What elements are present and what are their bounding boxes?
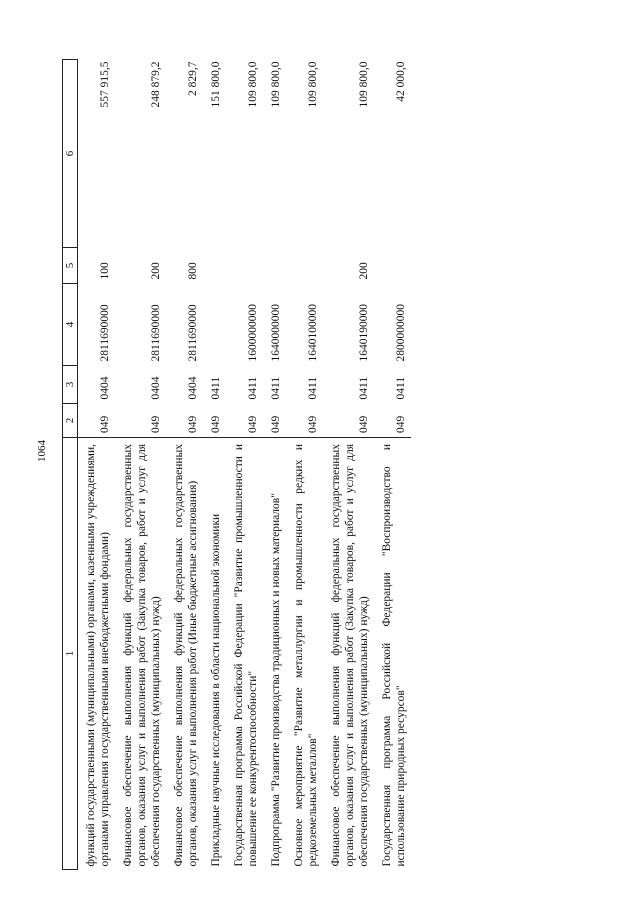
table-row [286,60,323,870]
table-row [203,60,226,870]
row-gr: 049 [270,415,282,433]
row-csr: 1640100000 [307,304,319,362]
row-vr [374,248,411,284]
row-gr: 049 [395,415,407,433]
row-csr: 1640190000 [358,304,370,362]
row-sum: 42 000,0 [395,61,407,102]
row-name: Прикладные научные исследования в области национальной экономики [203,438,226,870]
row-csr [203,284,226,366]
row-name: функций государственными (муниципальными) органами, казенными учреждениями, органами управления государственными внебюджетными фондами) [78,438,116,870]
table-row [115,60,166,870]
row-csr: 2811690000 [187,304,199,362]
row-name: Государственная программа Российской Федерации "Развитие промышленности и повышение ее конкурентоспособности" [226,438,263,870]
row-rz: 0411 [395,376,407,400]
row-vr [203,248,226,284]
row-name: Финансовое обеспечение выполнения функций федеральных государственных органов, оказания услуг и выполнения работ (Иные бюджетные ассигнования) [166,438,203,870]
row-name: Подпрограмма "Развитие производства традиционных и новых материалов" [263,438,286,870]
row-sum: 109 800,0 [270,61,282,108]
row-rz: 0404 [99,376,111,400]
rotated-table-page [62,60,602,870]
column-header: 1 [63,438,78,870]
row-name: Основное мероприятие "Развитие металлургии и промышленности редких и редкоземельных металлов" [286,438,323,870]
row-sum: 151 800,0 [210,61,222,108]
row-vr: 200 [358,262,370,280]
row-gr: 049 [210,415,222,433]
row-name: Государственная программа Российской Федерации "Воспроизводство и использование природных ресурсов" [374,438,411,870]
row-sum: 2 829,7 [187,61,199,96]
row-gr: 049 [307,415,319,433]
row-rz: 0411 [210,376,222,400]
table-row [374,60,411,870]
row-sum: 557 915,5 [99,61,111,108]
table-row [78,60,116,870]
row-csr: 1600000000 [247,304,259,362]
row-rz: 0404 [187,376,199,400]
row-name: Финансовое обеспечение выполнения функций федеральных государственных органов, оказания услуг и выполнения работ (Закупка товаров, работ и услуг для обеспечения государственных (муниципальных) нужд) [323,438,374,870]
table-row [323,60,374,870]
row-vr: 800 [187,262,199,280]
column-header: 3 [63,366,78,404]
row-vr: 100 [99,262,111,280]
row-gr: 049 [358,415,370,433]
row-vr [226,248,263,284]
page-number: 1064 [36,440,48,462]
column-header: 6 [63,60,78,248]
row-name: Финансовое обеспечение выполнения функций федеральных государственных органов, оказания услуг и выполнения работ (Закупка товаров, работ и услуг для обеспечения государственных (муниципальных) нужд) [115,438,166,870]
row-gr: 049 [187,415,199,433]
row-rz: 0411 [358,376,370,400]
row-rz: 0404 [150,376,162,400]
row-csr: 2811690000 [99,304,111,362]
row-vr: 200 [150,262,162,280]
row-sum: 109 800,0 [358,61,370,108]
row-csr: 2811690000 [150,304,162,362]
column-header: 4 [63,284,78,366]
row-rz: 0411 [307,376,319,400]
row-vr [286,248,323,284]
row-gr: 049 [99,415,111,433]
table-row [166,60,203,870]
row-sum: 248 879,2 [150,61,162,108]
row-gr: 049 [247,415,259,433]
table-row [263,60,286,870]
table-row [226,60,263,870]
row-rz: 0411 [270,376,282,400]
budget-table [62,59,411,870]
column-header: 2 [63,404,78,438]
row-gr: 049 [150,415,162,433]
row-sum: 109 800,0 [247,61,259,108]
row-csr: 1640000000 [270,304,282,362]
column-header-row [63,60,78,870]
row-csr: 2800000000 [395,304,407,362]
row-sum: 109 800,0 [307,61,319,108]
column-header: 5 [63,248,78,284]
row-vr [263,248,286,284]
row-rz: 0411 [247,376,259,400]
